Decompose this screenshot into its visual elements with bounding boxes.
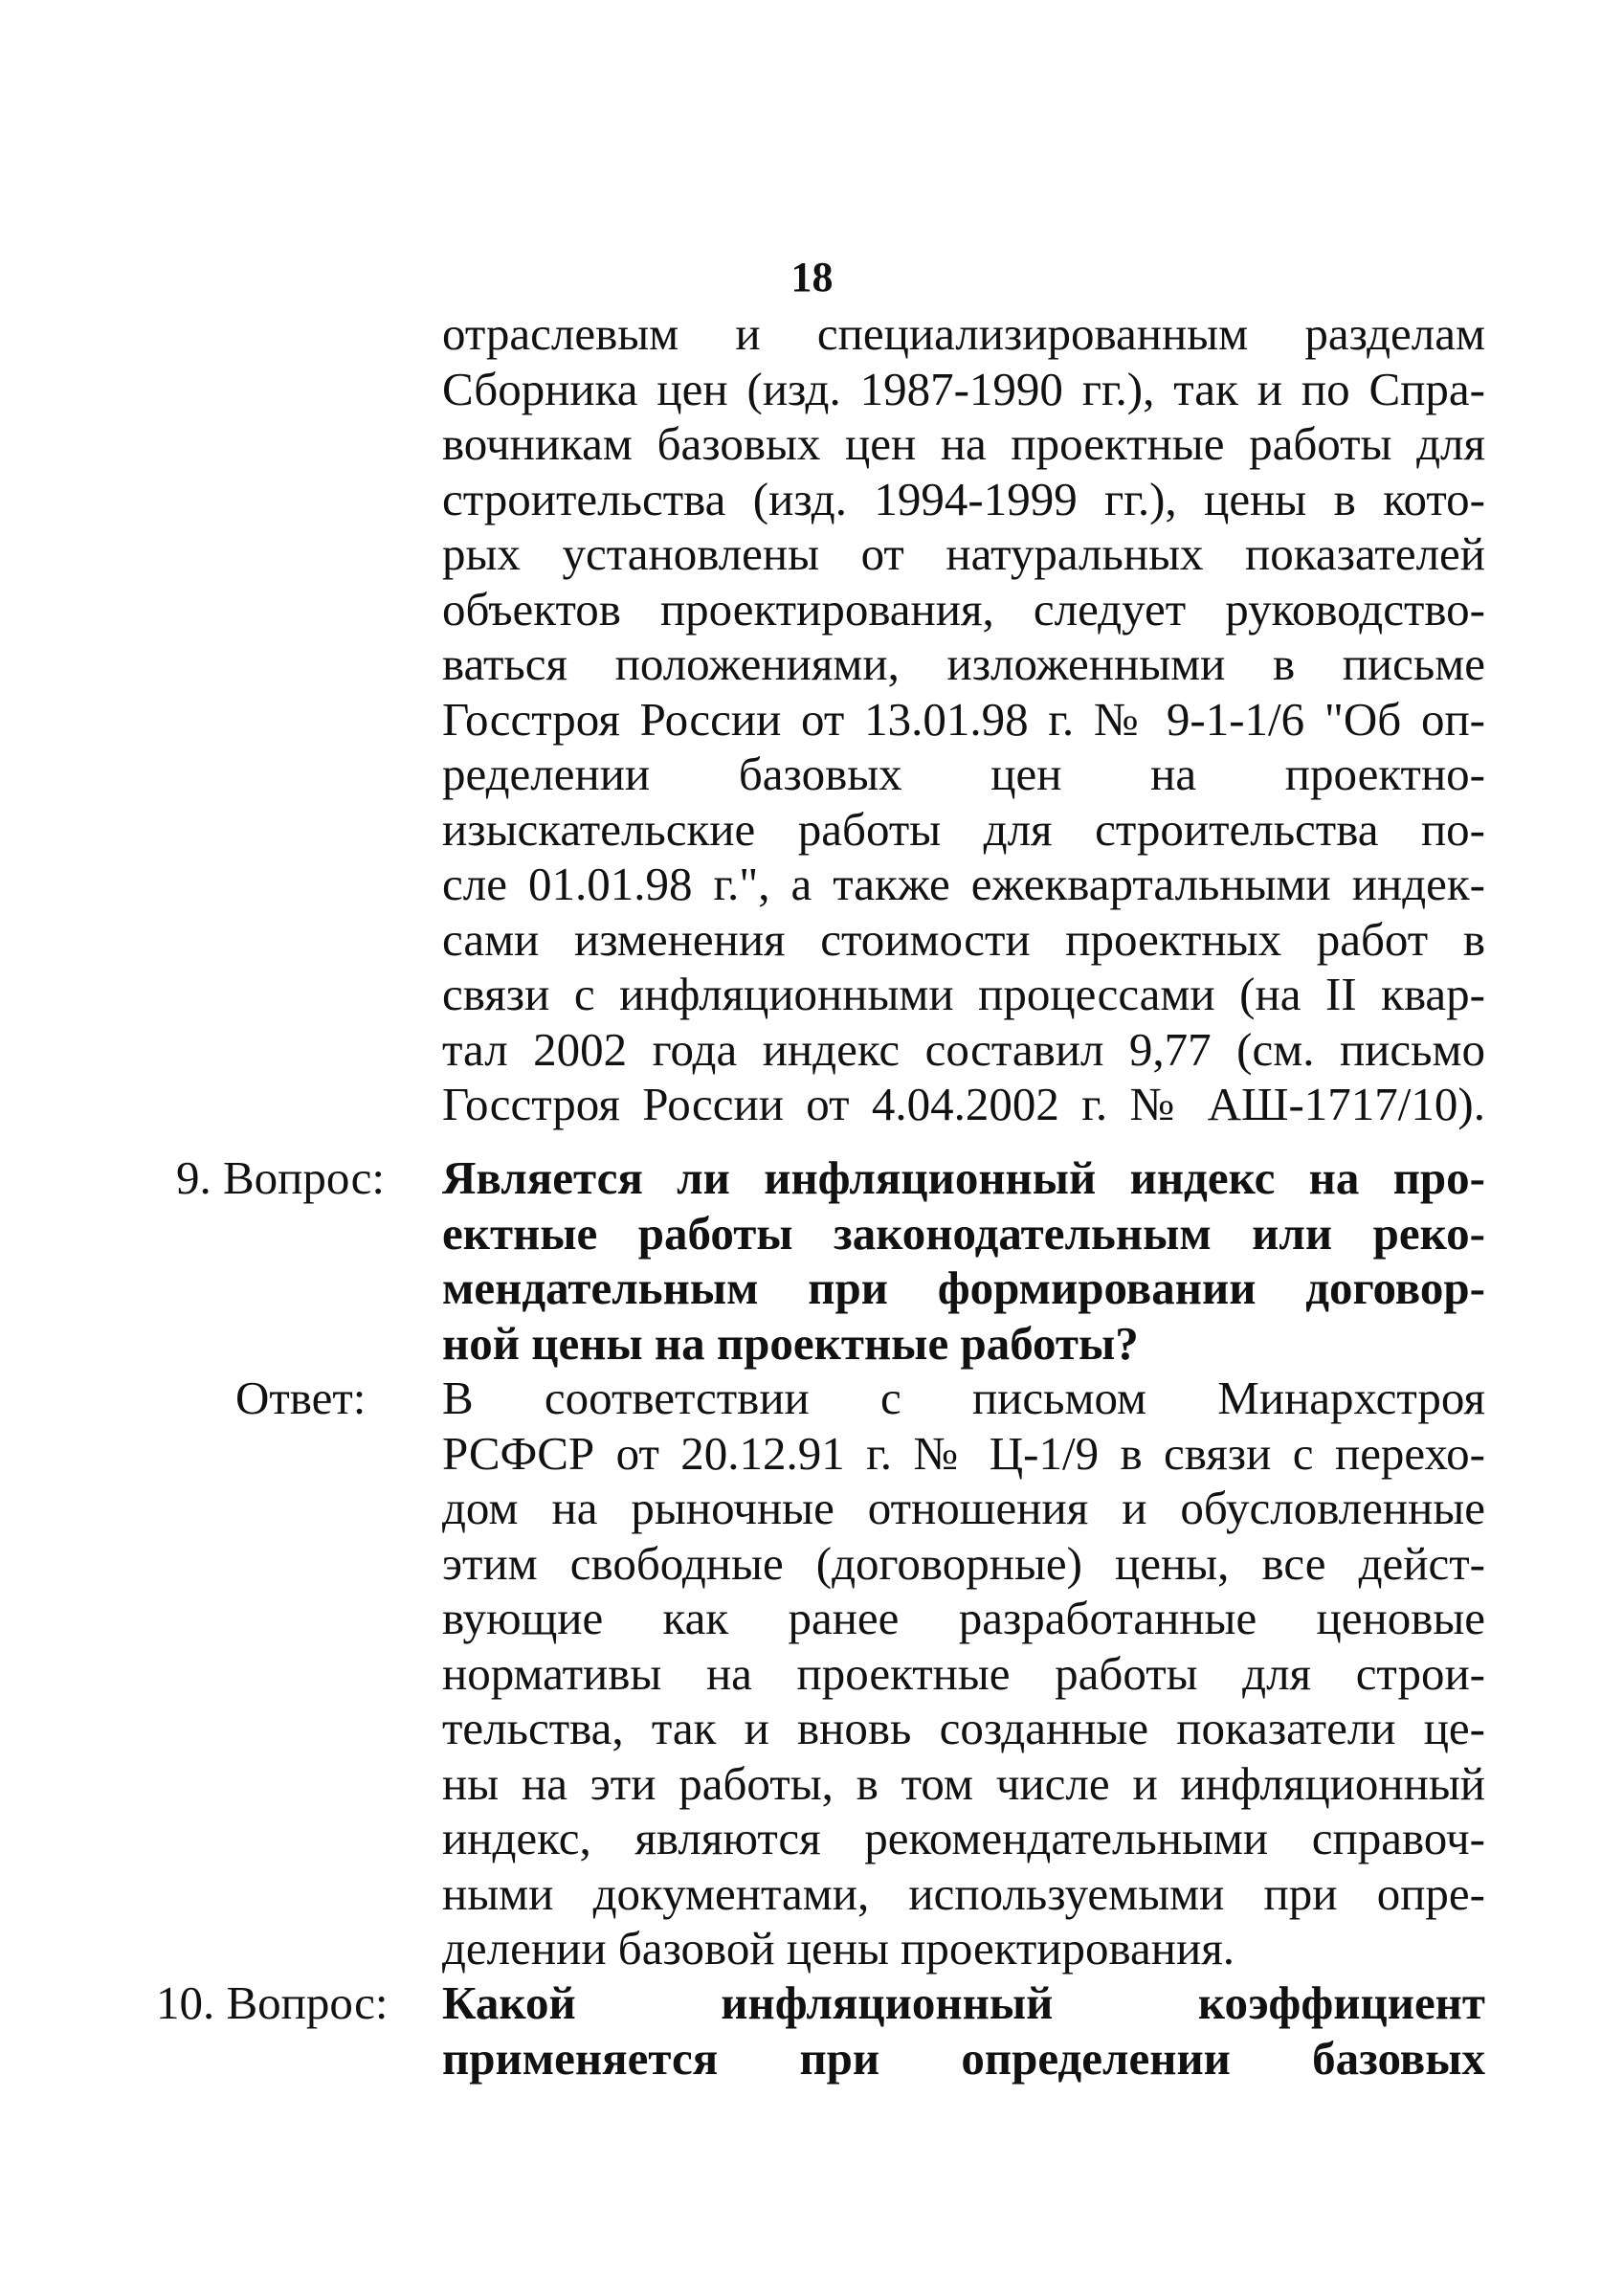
a9-line: РСФСР от 20.12.91 г. № Ц-1/9 в связи с перехо- — [442, 1426, 1485, 1480]
a9-line: дом на рыночные отношения и обусловленные — [442, 1482, 1485, 1534]
a9-line: ными документами, используемыми при опре- — [442, 1866, 1485, 1920]
continuation-line: ваться положениями, изложенными в письме — [442, 637, 1485, 690]
q9-line: Является ли инфляционный индекс на про- — [442, 1151, 1485, 1204]
answer-9-text — [442, 1371, 1485, 1976]
continuation-line: строительства (изд. 1994-1999 гг.), цены в кото- — [442, 472, 1485, 525]
continuation-line: сле 01.01.98 г.", а также ежеквартальными индек- — [442, 858, 1485, 910]
continuation-line: Сборника цен (изд. 1987-1990 гг.), так и по Спра- — [442, 362, 1485, 415]
q9-line: ектные работы законодательным или реко- — [442, 1206, 1485, 1260]
a9-line: этим свободные (договорные) цены, все дейст- — [442, 1536, 1485, 1590]
continuation-line: отраслевым и специализированным разделам — [442, 307, 1485, 360]
continuation-line: сами изменения стоимости проектных работ в — [442, 912, 1485, 966]
continuation-line: тал 2002 года индекс составил 9,77 (см. письмо — [442, 1022, 1485, 1076]
question-9-label: 9. Вопрос: — [176, 1151, 385, 1204]
continuation-line: ределении базовых цен на проектно- — [442, 748, 1485, 800]
a9-line: тельства, так и вновь созданные показатели це- — [442, 1702, 1485, 1754]
q9-line: ной цены на проектные работы? — [442, 1316, 1139, 1370]
continuation-paragraph — [442, 306, 1485, 1132]
continuation-line: Госстроя России от 4.04.2002 г. № АШ-1717/10). — [442, 1078, 1485, 1130]
page-number: 18 — [790, 254, 834, 301]
q10-line: Какой инфляционный коэффициент — [442, 1976, 1485, 2029]
continuation-line: рых установлены от натуральных показателей — [442, 527, 1485, 580]
question-10-label: 10. Вопрос: — [156, 1976, 389, 2029]
q9-line: мендательным при формировании договор- — [442, 1261, 1485, 1314]
continuation-line: Госстроя России от 13.01.98 г. № 9-1-1/6 "Об оп- — [442, 692, 1485, 746]
question-9-text — [442, 1150, 1485, 1371]
continuation-line: связи с инфляционными процессами (на II квар- — [442, 968, 1485, 1020]
a9-line: вующие как ранее разработанные ценовые — [442, 1592, 1485, 1644]
a9-line: нормативы на проектные работы для строи- — [442, 1646, 1485, 1700]
a9-line: В соответствии с письмом Минархстроя — [442, 1372, 1485, 1424]
a9-line: делении базовой цены проектирования. — [442, 1922, 1235, 1975]
continuation-line: вочникам базовых цен на проектные работы для — [442, 417, 1485, 470]
a9-line: индекс, являются рекомендательными справоч- — [442, 1812, 1485, 1864]
continuation-line: изыскательские работы для строительства по- — [442, 802, 1485, 856]
q10-line: применяется при определении базовых — [442, 2031, 1485, 2085]
answer-9-label: Ответ: — [235, 1372, 367, 1424]
question-10-text — [442, 1975, 1485, 2086]
continuation-line: объектов проектирования, следует руководство- — [442, 582, 1485, 636]
a9-line: ны на эти работы, в том числе и инфляционный — [442, 1756, 1485, 1810]
